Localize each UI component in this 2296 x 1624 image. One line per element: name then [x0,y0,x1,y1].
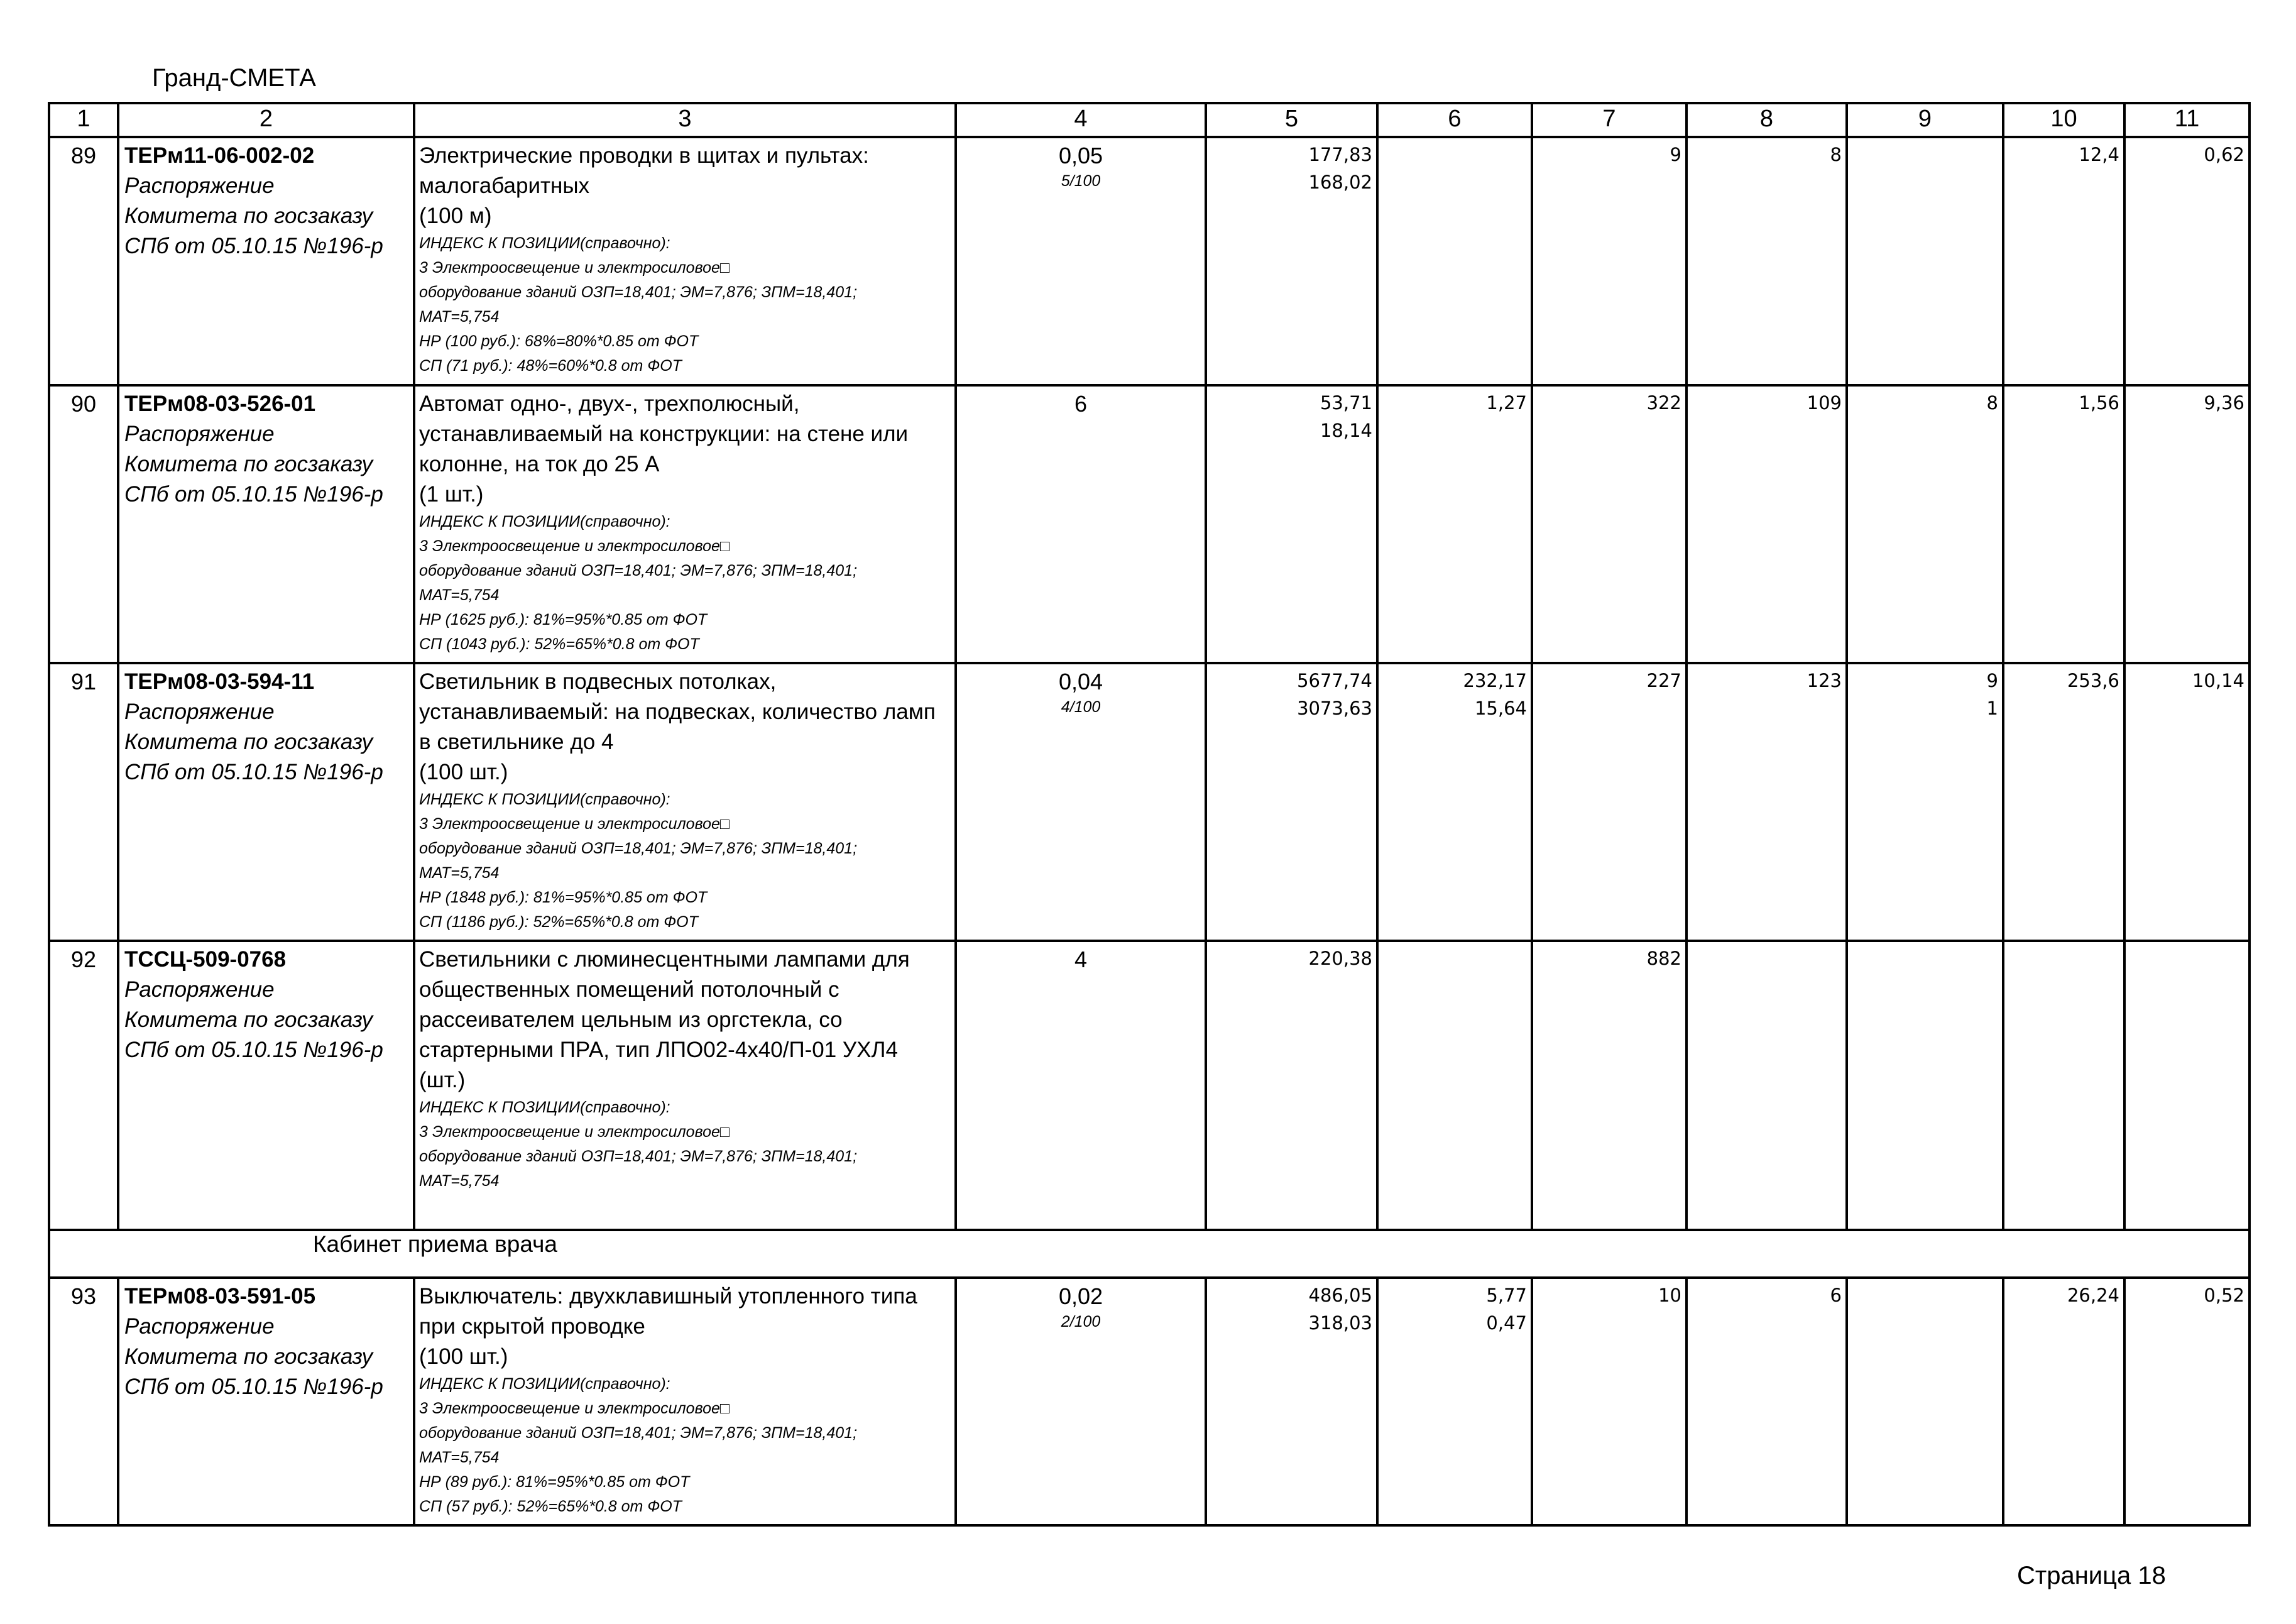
cell-value: 232,17 [1463,670,1527,691]
rate-code-cell [118,941,414,1230]
value-cell-col5 [1206,137,1377,385]
value-cell-col11 [2124,385,2250,663]
rate-basis: Распоряжение Комитета по госзаказу СПб от 05.10.15 №196-р [124,173,383,258]
cell-value: 12,4 [2079,144,2119,165]
value-cell-col8 [1686,941,1847,1230]
table-row [49,137,2250,385]
work-description: Выключатель: двухклавишный утопленного типа при скрытой проводке [419,1284,917,1339]
cell-value: 486,05 [1308,1285,1372,1306]
cell-value: 5677,74 [1297,670,1372,691]
value-cell-col5 [1206,941,1377,1230]
table-row [49,385,2250,663]
value-cell-col11 [2124,663,2250,941]
value-cell-col7 [1532,385,1686,663]
work-description: Электрические проводки в щитах и пультах: малогабаритных [419,143,869,198]
index-note: ИНДЕКС К ПОЗИЦИИ(справочно): 3 Электроосвещение и электросиловое□ оборудование зданий ОЗП=18,401; ЭМ=7,876; ЗПМ=18,401; МАТ=5,754 [419,1099,858,1190]
cell-value: 177,83 [1308,144,1372,165]
cell-value: 10 [1658,1285,1681,1306]
cell-value: 5,77 [1486,1285,1527,1306]
value-cell-col8 [1686,663,1847,941]
index-note: ИНДЕКС К ПОЗИЦИИ(справочно): 3 Электроосвещение и электросиловое□ оборудование зданий ОЗП=18,401; ЭМ=7,876; ЗПМ=18,401; МАТ=5,754 НР (1625 руб.): 81%=95%*0.85 от ФОТ СП (1043 руб.): 52%=65%*0.8 от ФОТ [419,513,858,653]
description-cell [414,663,956,941]
value-cell-col10 [2003,385,2124,663]
cell-value: 123 [1807,670,1842,691]
value-cell-col10 [2003,663,2124,941]
cell-value: 882 [1646,948,1681,969]
rate-code: ТЕРм08-03-594-11 [124,669,315,694]
rate-code: ТССЦ-509-0768 [124,947,287,972]
quantity-cell [956,385,1206,663]
value-cell-col9 [1847,137,2003,385]
column-header: 6 [1377,103,1532,137]
cell-value: 0,62 [2204,144,2244,165]
quantity-cell [956,137,1206,385]
row-number: 92 [49,941,118,1230]
row-number: 90 [49,385,118,663]
value-cell-col6 [1377,663,1532,941]
cell-value: 318,03 [1308,1312,1372,1334]
page-number: Страница 18 [2017,1562,2166,1589]
unit-of-measure: (100 шт.) [419,1344,508,1369]
cell-value: 0,47 [1486,1312,1527,1334]
rate-code: ТЕРм08-03-591-05 [124,1284,316,1309]
cell-value: 18,14 [1320,420,1372,441]
row-number: 91 [49,663,118,941]
cell-value: 10,14 [2192,670,2244,691]
column-header: 4 [956,103,1206,137]
cell-value: 109 [1807,392,1842,414]
rate-code-cell [118,1278,414,1525]
cell-value: 9 [1986,670,1998,691]
table-row [49,941,2250,1230]
unit-of-measure: (шт.) [419,1068,466,1092]
value-cell-col6 [1377,1278,1532,1525]
cell-value: 1,27 [1486,392,1527,414]
cell-value: 8 [1830,144,1842,165]
quantity-formula: 2/100 [1061,1313,1101,1330]
column-header: 7 [1532,103,1686,137]
value-cell-col9 [1847,385,2003,663]
description-cell [414,385,956,663]
description-cell [414,1278,956,1525]
quantity: 6 [1074,391,1088,417]
value-cell-col9 [1847,941,2003,1230]
work-description: Светильники с люминесцентными лампами для общественных помещений потолочный с рассеивателем цельным из оргстекла, со стартерными ПРА, тип ЛПО02-4х40/П-01 УХЛ4 [419,947,910,1062]
column-number-header [49,103,2250,137]
quantity-formula: 4/100 [1061,698,1101,716]
value-cell-col5 [1206,1278,1377,1525]
description-cell [414,137,956,385]
work-description: Светильник в подвесных потолках, устанавливаемый: на подвесках, количество ламп в светильнике до 4 [419,669,936,754]
cell-value: 9,36 [2204,392,2244,414]
cell-value: 227 [1646,670,1681,691]
index-note: ИНДЕКС К ПОЗИЦИИ(справочно): 3 Электроосвещение и электросиловое□ оборудование зданий ОЗП=18,401; ЭМ=7,876; ЗПМ=18,401; МАТ=5,754 НР (89 руб.): 81%=95%*0.85 от ФОТ СП (57 руб.): 52%=65%*0.8 от ФОТ [419,1375,858,1515]
estimate-table [48,102,2251,1527]
value-cell-col7 [1532,1278,1686,1525]
value-cell-col8 [1686,137,1847,385]
value-cell-col5 [1206,663,1377,941]
rate-code: ТЕРм08-03-526-01 [124,392,316,416]
value-cell-col10 [2003,137,2124,385]
unit-of-measure: (100 м) [419,204,492,228]
estimate-rows-after [49,1278,2250,1525]
quantity-cell [956,1278,1206,1525]
cell-value: 3073,63 [1297,698,1372,719]
value-cell-col9 [1847,1278,2003,1525]
section-label: Кабинет приема врача [49,1230,2250,1278]
rate-code-cell [118,385,414,663]
value-cell-col10 [2003,1278,2124,1525]
rate-basis: Распоряжение Комитета по госзаказу СПб от 05.10.15 №196-р [124,422,383,507]
column-header: 3 [414,103,956,137]
table-row [49,663,2250,941]
column-header: 5 [1206,103,1377,137]
value-cell-col7 [1532,941,1686,1230]
quantity-cell [956,941,1206,1230]
unit-of-measure: (100 шт.) [419,760,508,784]
value-cell-col9 [1847,663,2003,941]
value-cell-col7 [1532,137,1686,385]
value-cell-col6 [1377,941,1532,1230]
value-cell-col11 [2124,137,2250,385]
rate-code-cell [118,137,414,385]
quantity-cell [956,663,1206,941]
cell-value: 1 [1986,698,1998,719]
rate-code-cell [118,663,414,941]
value-cell-col6 [1377,385,1532,663]
cell-value: 6 [1830,1285,1842,1306]
row-number: 89 [49,137,118,385]
app-title: Гранд-СМЕТА [152,64,316,92]
value-cell-col10 [2003,941,2124,1230]
value-cell-col8 [1686,385,1847,663]
value-cell-col6 [1377,137,1532,385]
rate-basis: Распоряжение Комитета по госзаказу СПб от 05.10.15 №196-р [124,977,383,1062]
column-header: 1 [49,103,118,137]
index-note: ИНДЕКС К ПОЗИЦИИ(справочно): 3 Электроосвещение и электросиловое□ оборудование зданий ОЗП=18,401; ЭМ=7,876; ЗПМ=18,401; МАТ=5,754 НР (100 руб.): 68%=80%*0.85 от ФОТ СП (71 руб.): 48%=60%*0.8 от ФОТ [419,234,858,375]
rate-basis: Распоряжение Комитета по госзаказу СПб от 05.10.15 №196-р [124,700,383,784]
cell-value: 53,71 [1320,392,1372,414]
value-cell-col5 [1206,385,1377,663]
column-header: 8 [1686,103,1847,137]
cell-value: 9 [1670,144,1681,165]
table-row [49,1278,2250,1525]
section-row [49,1230,2250,1278]
quantity-formula: 5/100 [1061,172,1101,190]
cell-value: 8 [1986,392,1998,414]
column-header: 2 [118,103,414,137]
description-cell [414,941,956,1230]
column-header: 9 [1847,103,2003,137]
estimate-rows [49,137,2250,1230]
cell-value: 0,52 [2204,1285,2244,1306]
row-number: 93 [49,1278,118,1525]
work-description: Автомат одно-, двух-, трехполюсный, устанавливаемый на конструкции: на стене или колонне, на ток до 25 А [419,392,909,476]
cell-value: 220,38 [1308,948,1372,969]
value-cell-col8 [1686,1278,1847,1525]
quantity: 0,05 [1058,143,1103,168]
quantity: 0,04 [1058,669,1103,694]
cell-value: 322 [1646,392,1681,414]
rate-code: ТЕРм11-06-002-02 [124,143,315,168]
cell-value: 15,64 [1474,698,1527,719]
column-header: 11 [2124,103,2250,137]
column-header: 10 [2003,103,2124,137]
value-cell-col11 [2124,1278,2250,1525]
cell-value: 26,24 [2067,1285,2119,1306]
cell-value: 168,02 [1308,172,1372,193]
quantity: 4 [1074,946,1088,972]
quantity: 0,02 [1058,1283,1103,1309]
cell-value: 253,6 [2067,670,2119,691]
unit-of-measure: (1 шт.) [419,482,484,507]
index-note: ИНДЕКС К ПОЗИЦИИ(справочно): 3 Электроосвещение и электросиловое□ оборудование зданий ОЗП=18,401; ЭМ=7,876; ЗПМ=18,401; МАТ=5,754 НР (1848 руб.): 81%=95%*0.85 от ФОТ СП (1186 руб.): 52%=65%*0.8 от ФОТ [419,791,858,931]
value-cell-col7 [1532,663,1686,941]
cell-value: 1,56 [2079,392,2119,414]
value-cell-col11 [2124,941,2250,1230]
rate-basis: Распоряжение Комитета по госзаказу СПб от 05.10.15 №196-р [124,1314,383,1399]
